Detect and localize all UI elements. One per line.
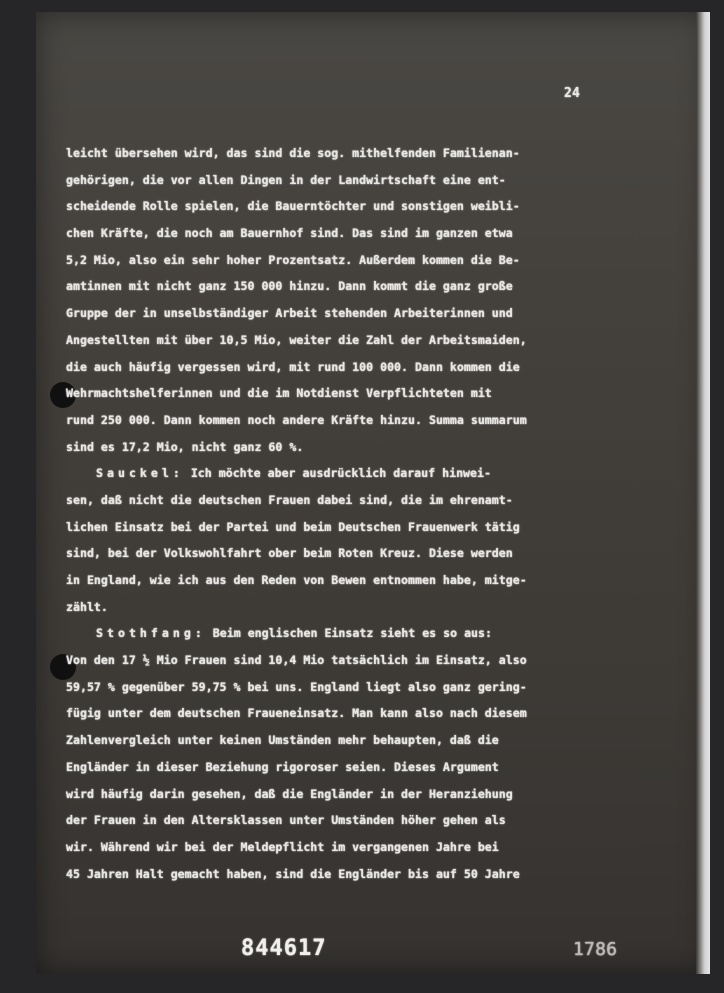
- text-line: Angestellten mit über 10,5 Mio, weiter die Zahl der Arbeitsmaiden,: [66, 332, 527, 347]
- paper-edge: [696, 12, 710, 974]
- text-line: fügig unter dem deutschen Fraueneinsatz. Man kann also nach diesem: [66, 706, 527, 721]
- text-line: Zahlenvergleich unter keinen Umständen mehr behaupten, daß die: [66, 733, 499, 748]
- text-line: chen Kräfte, die noch am Bauernhof sind. Das sind im ganzen etwa: [66, 226, 513, 241]
- stothfang-paragraph-start: [66, 620, 686, 647]
- stamp-number: 1786: [573, 939, 618, 960]
- text-line: Engländer in dieser Beziehung rigoroser seien. Dieses Argument: [66, 759, 499, 774]
- page-number: 24: [564, 86, 581, 101]
- text-line: sen, daß nicht die deutschen Frauen dabei sind, die im ehrenamt-: [66, 492, 513, 507]
- text-line: in England, wie ich aus den Reden von Bewen entnommen habe, mitge-: [66, 573, 527, 587]
- text-line: leicht übersehen wird, das sind die sog. mithelfenden Familienan-: [66, 146, 520, 160]
- text-line: der Frauen in den Altersklassen unter Umständen höher gehen als: [66, 813, 506, 828]
- text-line: Von den 17 ½ Mio Frauen sind 10,4 Mio tatsächlich im Einsatz, also: [66, 653, 527, 668]
- document-page: [36, 12, 710, 974]
- text-line: sind es 17,2 Mio, nicht ganz 60 %.: [66, 439, 304, 454]
- text-line: Beim englischen Einsatz sieht es so aus:: [205, 626, 492, 641]
- text-line: wir. Während wir bei der Meldepflicht im vergangenen Jahre bei: [66, 839, 499, 854]
- speaker-stothfang: Stothfang:: [96, 626, 206, 641]
- archive-number: 844617: [241, 936, 327, 961]
- text-line: 5,2 Mio, also ein sehr hoher Prozentsatz. Außerdem kommen die Be-: [66, 252, 520, 267]
- text-line: sind, bei der Volkswohlfahrt ober beim Roten Kreuz. Diese werden: [66, 546, 513, 561]
- body-text: [66, 140, 686, 887]
- text-line: rund 250 000. Dann kommen noch andere Kräfte hinzu. Summa summarum: [66, 412, 527, 427]
- sauckel-paragraph-start: [66, 460, 686, 487]
- text-line: Ich möchte aber ausdrücklich darauf hinwei-: [183, 466, 491, 481]
- text-line: die auch häufig vergessen wird, mit rund 100 000. Dann kommen die: [66, 359, 520, 374]
- speaker-sauckel: Sauckel:: [96, 466, 184, 481]
- text-line: wird häufig darin gesehen, daß die Engländer in der Heranziehung: [66, 786, 513, 801]
- text-line: scheidende Rolle spielen, die Bauerntöchter und sonstigen weibli-: [66, 199, 520, 214]
- text-line: 45 Jahren Halt gemacht haben, sind die Engländer bis auf 50 Jahre: [66, 866, 520, 881]
- text-line: 59,57 % gegenüber 59,75 % bei uns. England liegt also ganz gering-: [66, 679, 527, 694]
- text-line: gehörigen, die vor allen Dingen in der Landwirtschaft eine ent-: [66, 172, 506, 187]
- text-line: zählt.: [66, 599, 108, 614]
- text-line: amtinnen mit nicht ganz 150 000 hinzu. Dann kommt die ganz große: [66, 279, 513, 294]
- text-line: lichen Einsatz bei der Partei und beim Deutschen Frauenwerk tätig: [66, 519, 520, 534]
- text-line: Wehrmachtshelferinnen und die im Notdienst Verpflichteten mit: [66, 386, 492, 401]
- text-line: Gruppe der in unselbständiger Arbeit stehenden Arbeiterinnen und: [66, 306, 513, 321]
